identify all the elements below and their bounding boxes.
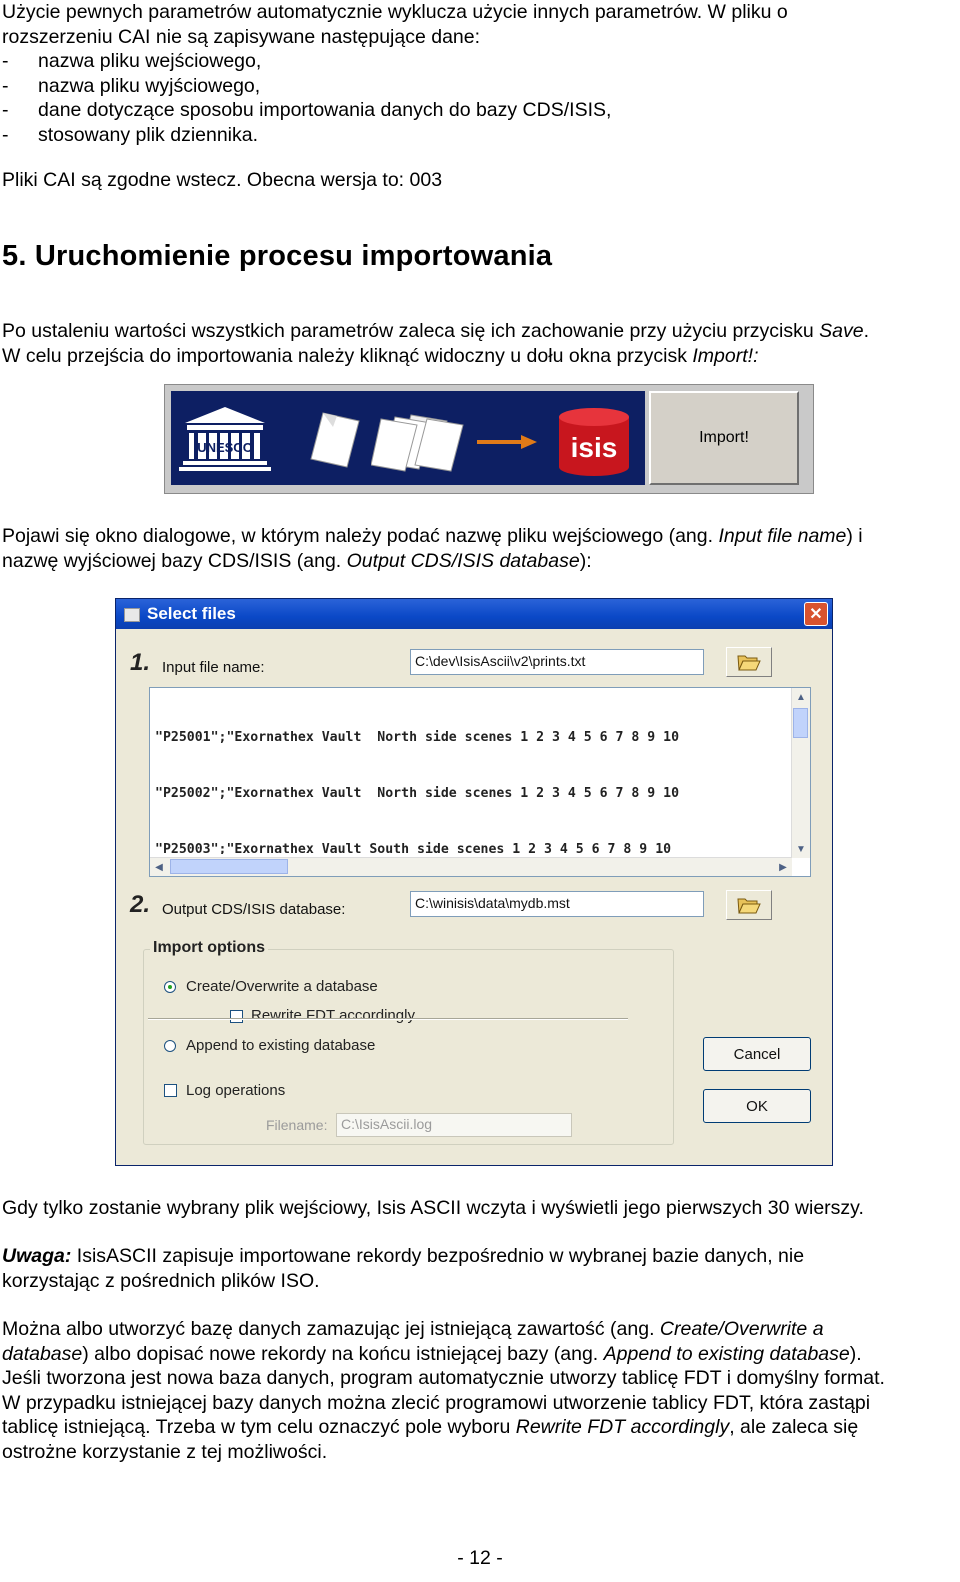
rewrite-fdt-checkbox[interactable] xyxy=(230,1010,243,1023)
log-operations-checkbox[interactable] xyxy=(164,1084,177,1097)
dialog-titlebar xyxy=(116,599,832,629)
intro-paragraph xyxy=(2,0,788,147)
filename-label: Filename: xyxy=(266,1117,328,1133)
preview-paragraph: Gdy tylko zostanie wybrany plik wejściowy, Isis ASCII wczyta i wyświetli jego pierwszych 30 wierszy. xyxy=(2,1197,864,1219)
documents-stack-icon xyxy=(371,411,467,473)
input-file-field[interactable]: C:\dev\IsisAscii\v2\prints.txt xyxy=(410,649,704,675)
scroll-down-icon[interactable]: ▼ xyxy=(796,843,806,855)
rewrite-fdt-label[interactable]: Rewrite FDT accordingly xyxy=(251,1007,415,1024)
browse-input-button[interactable] xyxy=(726,647,772,677)
folder-open-icon xyxy=(737,896,761,914)
log-filename-field[interactable]: C:\IsisAscii.log xyxy=(336,1113,572,1137)
append-label[interactable]: Append to existing database xyxy=(186,1037,376,1054)
step-2-number: 2. xyxy=(130,891,151,918)
scroll-left-icon[interactable]: ◀ xyxy=(155,861,163,873)
save-paragraph: Po ustaleniu wartości wszystkich parametrów zaleca się ich zachowanie przy użyciu przycisku Save. W celu przejścia do importowania należy kliknąć widoczny u dołu okna przycisk Import!: xyxy=(2,320,870,367)
intro-line-1: Użycie pewnych parametrów automatycznie wyklucza użycie innych parametrów. W pliku o xyxy=(2,1,788,23)
close-button[interactable]: ✕ xyxy=(804,602,828,626)
import-toolbar xyxy=(164,384,814,494)
create-overwrite-radio[interactable] xyxy=(164,981,176,993)
log-operations-label[interactable]: Log operations xyxy=(186,1082,286,1099)
note-label: Uwaga: xyxy=(2,1245,72,1267)
import-options-title: Import options xyxy=(150,939,268,957)
browse-output-button[interactable] xyxy=(726,890,772,920)
input-file-label: Input file name: xyxy=(162,659,265,676)
vertical-scroll-thumb[interactable] xyxy=(793,708,808,738)
output-db-field[interactable]: C:\winisis\data\mydb.mst xyxy=(410,891,704,917)
append-radio[interactable] xyxy=(164,1040,176,1052)
select-files-dialog xyxy=(115,598,833,1166)
step-1-number: 1. xyxy=(130,649,151,676)
isis-logo-text: isis xyxy=(570,432,618,463)
unesco-logo-icon xyxy=(179,405,271,471)
list-item: "P25002";"Exornathex Vault North side scenes 1 2 3 4 5 6 7 8 9 10 xyxy=(155,785,680,801)
scroll-up-icon[interactable]: ▲ xyxy=(796,691,806,703)
list-item: - nazwa pliku wejściowego, xyxy=(2,50,262,72)
ok-button[interactable]: OK xyxy=(703,1089,811,1123)
unesco-logo-text: UNESCO xyxy=(197,440,253,455)
isis-database-icon xyxy=(557,407,631,477)
arrow-right-icon xyxy=(477,435,537,449)
list-item: "P25001";"Exornathex Vault North side scenes 1 2 3 4 5 6 7 8 9 10 xyxy=(155,730,680,746)
dialog-intro-paragraph: Pojawi się okno dialogowe, w którym należy podać nazwę pliku wejściowego (ang. Input file name) i nazwę wyjściowej bazy CDS/ISIS (ang. Output CDS/ISIS database): xyxy=(2,525,863,572)
save-term: Save xyxy=(819,320,864,342)
list-item: - stosowany plik dziennika. xyxy=(2,123,259,146)
import-term: Import!: xyxy=(692,344,759,367)
horizontal-scrollbar[interactable] xyxy=(150,857,792,876)
options-separator xyxy=(148,1018,628,1020)
page-number: - 12 - xyxy=(457,1547,503,1569)
note-paragraph: Uwaga: IsisASCII zapisuje importowane rekordy bezpośrednio w wybranej bazie danych, nie korzystając z pośrednich plików ISO. xyxy=(2,1245,805,1292)
list-item: - nazwa pliku wyjściowego, xyxy=(2,74,261,97)
options-paragraph: Można albo utworzyć bazę danych zamazując jej istniejącą zawartość (ang. Create/Overwrite a database) albo dopisać nowe rekordy na końcu istniejącej bazy (ang. Append to existing database). Jeśli tworzona jest nowa baza danych, program automatycznie utworzy tablicę FDT i domyślny format. W przypadku istniejącej bazy danych można zlecić programowi utworzenie tablicy FDT, która zastąpi tablicę istniejącą. Trzeba w tym celu oznaczyć pole wyboru Rewrite FDT accordingly, ale zaleca się ostrożne korzystanie z tej możliwości. xyxy=(2,1318,885,1463)
output-db-label: Output CDS/ISIS database: xyxy=(162,901,346,918)
import-button[interactable]: Import! xyxy=(649,391,799,485)
create-overwrite-label[interactable]: Create/Overwrite a database xyxy=(186,978,378,995)
document-icon xyxy=(307,411,363,469)
horizontal-scroll-thumb[interactable] xyxy=(170,859,288,874)
dialog-title: Select files xyxy=(147,604,236,623)
scroll-right-icon[interactable]: ▶ xyxy=(779,861,787,873)
section-heading: 5. Uruchomienie procesu importowania xyxy=(2,240,553,272)
list-item: - dane dotyczące sposobu importowania danych do bazy CDS/ISIS, xyxy=(2,99,612,121)
file-preview-box[interactable] xyxy=(149,687,811,877)
folder-open-icon xyxy=(737,653,761,671)
window-icon xyxy=(124,608,140,622)
cancel-button[interactable]: Cancel xyxy=(703,1037,811,1071)
intro-line-2: rozszerzeniu CAI nie są zapisywane następujące dane: xyxy=(2,25,481,48)
list-item: "P25003";"Exornathex Vault South side scenes 1 2 3 4 5 6 7 8 9 10 xyxy=(155,841,672,854)
vertical-scrollbar[interactable] xyxy=(791,688,810,858)
toolbar-banner xyxy=(171,391,645,485)
file-preview-lines xyxy=(155,692,788,854)
compat-paragraph: Pliki CAI są zgodne wstecz. Obecna wersja to: 003 xyxy=(2,169,443,191)
